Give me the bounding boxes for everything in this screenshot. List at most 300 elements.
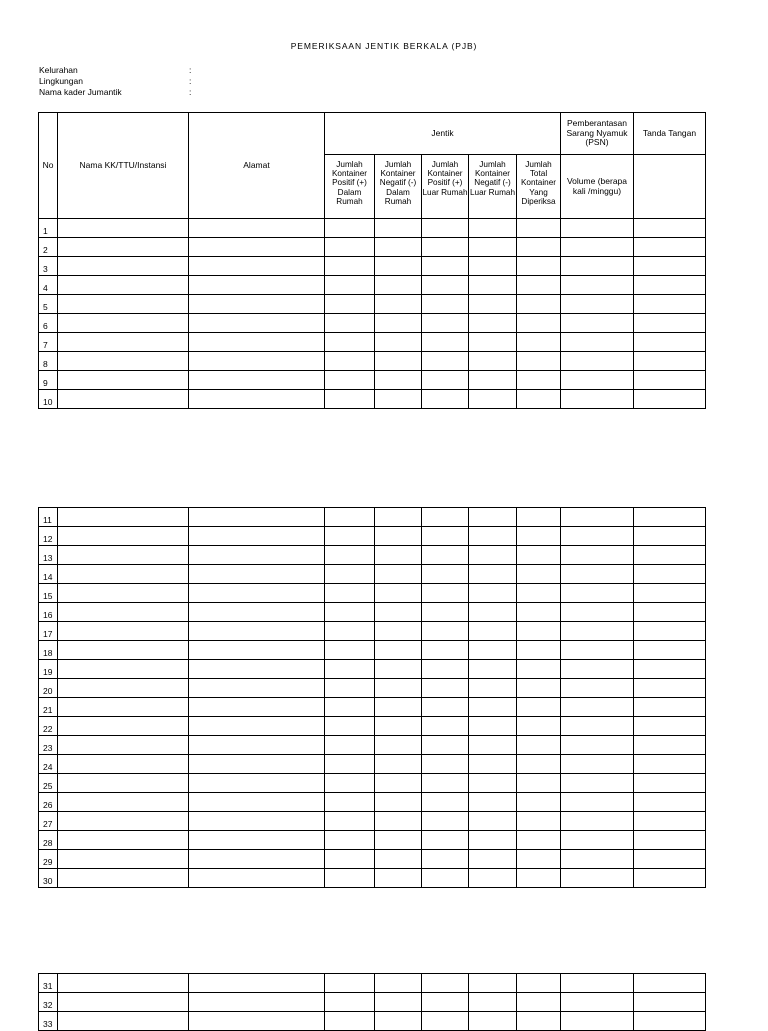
empty-cell[interactable] (561, 993, 634, 1012)
empty-cell[interactable] (469, 736, 517, 755)
empty-cell[interactable] (422, 717, 469, 736)
empty-cell[interactable] (422, 812, 469, 831)
empty-cell[interactable] (517, 371, 561, 390)
empty-cell[interactable] (422, 679, 469, 698)
empty-cell[interactable] (634, 508, 706, 527)
empty-cell[interactable] (517, 219, 561, 238)
empty-cell[interactable] (325, 219, 375, 238)
empty-cell[interactable] (58, 314, 189, 333)
empty-cell[interactable] (422, 869, 469, 888)
empty-cell[interactable] (634, 219, 706, 238)
empty-cell[interactable] (189, 831, 325, 850)
empty-cell[interactable] (325, 314, 375, 333)
empty-cell[interactable] (375, 974, 422, 993)
empty-cell[interactable] (634, 584, 706, 603)
empty-cell[interactable] (561, 850, 634, 869)
empty-cell[interactable] (561, 660, 634, 679)
empty-cell[interactable] (325, 1012, 375, 1031)
empty-cell[interactable] (422, 352, 469, 371)
empty-cell[interactable] (325, 295, 375, 314)
empty-cell[interactable] (634, 238, 706, 257)
empty-cell[interactable] (58, 755, 189, 774)
empty-cell[interactable] (469, 1012, 517, 1031)
empty-cell[interactable] (58, 219, 189, 238)
empty-cell[interactable] (325, 717, 375, 736)
empty-cell[interactable] (422, 622, 469, 641)
empty-cell[interactable] (634, 276, 706, 295)
empty-cell[interactable] (422, 219, 469, 238)
empty-cell[interactable] (189, 603, 325, 622)
empty-cell[interactable] (58, 993, 189, 1012)
empty-cell[interactable] (189, 508, 325, 527)
empty-cell[interactable] (634, 812, 706, 831)
empty-cell[interactable] (375, 641, 422, 660)
empty-cell[interactable] (375, 993, 422, 1012)
empty-cell[interactable] (325, 850, 375, 869)
empty-cell[interactable] (561, 314, 634, 333)
empty-cell[interactable] (517, 390, 561, 409)
empty-cell[interactable] (325, 276, 375, 295)
empty-cell[interactable] (469, 622, 517, 641)
empty-cell[interactable] (325, 974, 375, 993)
empty-cell[interactable] (422, 276, 469, 295)
empty-cell[interactable] (517, 736, 561, 755)
empty-cell[interactable] (189, 993, 325, 1012)
empty-cell[interactable] (634, 679, 706, 698)
empty-cell[interactable] (634, 546, 706, 565)
empty-cell[interactable] (561, 698, 634, 717)
empty-cell[interactable] (469, 869, 517, 888)
empty-cell[interactable] (325, 352, 375, 371)
empty-cell[interactable] (634, 390, 706, 409)
empty-cell[interactable] (422, 698, 469, 717)
empty-cell[interactable] (325, 774, 375, 793)
empty-cell[interactable] (634, 622, 706, 641)
empty-cell[interactable] (561, 603, 634, 622)
empty-cell[interactable] (469, 238, 517, 257)
empty-cell[interactable] (325, 869, 375, 888)
empty-cell[interactable] (189, 371, 325, 390)
empty-cell[interactable] (325, 508, 375, 527)
empty-cell[interactable] (561, 812, 634, 831)
empty-cell[interactable] (517, 793, 561, 812)
empty-cell[interactable] (517, 812, 561, 831)
empty-cell[interactable] (422, 546, 469, 565)
empty-cell[interactable] (469, 660, 517, 679)
empty-cell[interactable] (422, 660, 469, 679)
empty-cell[interactable] (189, 584, 325, 603)
empty-cell[interactable] (561, 641, 634, 660)
empty-cell[interactable] (375, 660, 422, 679)
empty-cell[interactable] (517, 831, 561, 850)
empty-cell[interactable] (469, 793, 517, 812)
empty-cell[interactable] (189, 774, 325, 793)
empty-cell[interactable] (189, 660, 325, 679)
empty-cell[interactable] (517, 508, 561, 527)
empty-cell[interactable] (375, 508, 422, 527)
empty-cell[interactable] (469, 527, 517, 546)
empty-cell[interactable] (469, 717, 517, 736)
empty-cell[interactable] (469, 371, 517, 390)
empty-cell[interactable] (58, 1012, 189, 1031)
empty-cell[interactable] (469, 584, 517, 603)
empty-cell[interactable] (634, 717, 706, 736)
empty-cell[interactable] (634, 314, 706, 333)
empty-cell[interactable] (469, 508, 517, 527)
empty-cell[interactable] (469, 546, 517, 565)
empty-cell[interactable] (325, 993, 375, 1012)
empty-cell[interactable] (325, 736, 375, 755)
empty-cell[interactable] (634, 1012, 706, 1031)
empty-cell[interactable] (58, 850, 189, 869)
empty-cell[interactable] (189, 527, 325, 546)
empty-cell[interactable] (422, 850, 469, 869)
empty-cell[interactable] (634, 333, 706, 352)
empty-cell[interactable] (58, 276, 189, 295)
empty-cell[interactable] (189, 698, 325, 717)
empty-cell[interactable] (58, 831, 189, 850)
empty-cell[interactable] (517, 238, 561, 257)
empty-cell[interactable] (58, 584, 189, 603)
empty-cell[interactable] (517, 622, 561, 641)
empty-cell[interactable] (561, 257, 634, 276)
empty-cell[interactable] (561, 622, 634, 641)
empty-cell[interactable] (561, 565, 634, 584)
empty-cell[interactable] (422, 603, 469, 622)
empty-cell[interactable] (634, 869, 706, 888)
empty-cell[interactable] (58, 679, 189, 698)
empty-cell[interactable] (469, 755, 517, 774)
empty-cell[interactable] (375, 295, 422, 314)
empty-cell[interactable] (561, 508, 634, 527)
empty-cell[interactable] (325, 831, 375, 850)
empty-cell[interactable] (469, 295, 517, 314)
empty-cell[interactable] (375, 565, 422, 584)
empty-cell[interactable] (469, 219, 517, 238)
empty-cell[interactable] (189, 717, 325, 736)
empty-cell[interactable] (634, 698, 706, 717)
empty-cell[interactable] (561, 869, 634, 888)
empty-cell[interactable] (375, 352, 422, 371)
empty-cell[interactable] (517, 850, 561, 869)
empty-cell[interactable] (325, 371, 375, 390)
empty-cell[interactable] (58, 793, 189, 812)
empty-cell[interactable] (469, 850, 517, 869)
empty-cell[interactable] (189, 238, 325, 257)
empty-cell[interactable] (517, 993, 561, 1012)
empty-cell[interactable] (517, 869, 561, 888)
empty-cell[interactable] (469, 698, 517, 717)
empty-cell[interactable] (325, 584, 375, 603)
empty-cell[interactable] (58, 238, 189, 257)
empty-cell[interactable] (561, 774, 634, 793)
empty-cell[interactable] (422, 508, 469, 527)
empty-cell[interactable] (422, 390, 469, 409)
empty-cell[interactable] (561, 793, 634, 812)
empty-cell[interactable] (189, 641, 325, 660)
empty-cell[interactable] (469, 352, 517, 371)
empty-cell[interactable] (58, 257, 189, 276)
row-number: 3 (39, 257, 58, 276)
empty-cell[interactable] (517, 660, 561, 679)
empty-cell[interactable] (375, 527, 422, 546)
empty-cell[interactable] (58, 371, 189, 390)
empty-cell[interactable] (517, 641, 561, 660)
empty-cell[interactable] (561, 219, 634, 238)
empty-cell[interactable] (561, 974, 634, 993)
empty-cell[interactable] (517, 295, 561, 314)
empty-cell[interactable] (325, 641, 375, 660)
empty-cell[interactable] (58, 546, 189, 565)
empty-cell[interactable] (634, 850, 706, 869)
empty-cell[interactable] (189, 333, 325, 352)
empty-cell[interactable] (561, 238, 634, 257)
empty-cell[interactable] (375, 774, 422, 793)
empty-cell[interactable] (189, 736, 325, 755)
empty-cell[interactable] (517, 352, 561, 371)
empty-cell[interactable] (634, 565, 706, 584)
empty-cell[interactable] (517, 314, 561, 333)
empty-cell[interactable] (325, 546, 375, 565)
empty-cell[interactable] (189, 1012, 325, 1031)
empty-cell[interactable] (58, 603, 189, 622)
empty-cell[interactable] (634, 755, 706, 774)
empty-cell[interactable] (375, 603, 422, 622)
empty-cell[interactable] (189, 622, 325, 641)
empty-cell[interactable] (375, 371, 422, 390)
empty-cell[interactable] (517, 698, 561, 717)
empty-cell[interactable] (517, 755, 561, 774)
empty-cell[interactable] (561, 546, 634, 565)
empty-cell[interactable] (325, 622, 375, 641)
empty-cell[interactable] (517, 257, 561, 276)
empty-cell[interactable] (634, 660, 706, 679)
empty-cell[interactable] (634, 295, 706, 314)
empty-cell[interactable] (422, 584, 469, 603)
empty-cell[interactable] (189, 974, 325, 993)
empty-cell[interactable] (469, 276, 517, 295)
empty-cell[interactable] (325, 660, 375, 679)
empty-cell[interactable] (469, 565, 517, 584)
empty-cell[interactable] (469, 812, 517, 831)
empty-cell[interactable] (561, 831, 634, 850)
empty-cell[interactable] (375, 679, 422, 698)
empty-cell[interactable] (189, 314, 325, 333)
empty-cell[interactable] (422, 736, 469, 755)
empty-cell[interactable] (325, 755, 375, 774)
empty-cell[interactable] (469, 993, 517, 1012)
empty-cell[interactable] (422, 333, 469, 352)
empty-cell[interactable] (375, 238, 422, 257)
empty-cell[interactable] (58, 508, 189, 527)
empty-cell[interactable] (375, 219, 422, 238)
empty-cell[interactable] (58, 974, 189, 993)
empty-cell[interactable] (422, 774, 469, 793)
empty-cell[interactable] (561, 527, 634, 546)
empty-cell[interactable] (189, 276, 325, 295)
empty-cell[interactable] (58, 717, 189, 736)
empty-cell[interactable] (375, 850, 422, 869)
empty-cell[interactable] (634, 974, 706, 993)
empty-cell[interactable] (375, 257, 422, 276)
empty-cell[interactable] (422, 993, 469, 1012)
empty-cell[interactable] (422, 295, 469, 314)
empty-cell[interactable] (561, 1012, 634, 1031)
empty-cell[interactable] (58, 565, 189, 584)
empty-cell[interactable] (325, 793, 375, 812)
empty-cell[interactable] (561, 736, 634, 755)
empty-cell[interactable] (422, 793, 469, 812)
empty-cell[interactable] (517, 774, 561, 793)
empty-cell[interactable] (422, 527, 469, 546)
empty-cell[interactable] (422, 641, 469, 660)
empty-cell[interactable] (422, 565, 469, 584)
empty-cell[interactable] (469, 603, 517, 622)
empty-cell[interactable] (375, 698, 422, 717)
empty-cell[interactable] (58, 622, 189, 641)
empty-cell[interactable] (634, 831, 706, 850)
empty-cell[interactable] (375, 584, 422, 603)
empty-cell[interactable] (375, 546, 422, 565)
empty-cell[interactable] (517, 546, 561, 565)
empty-cell[interactable] (58, 869, 189, 888)
empty-cell[interactable] (561, 679, 634, 698)
empty-cell[interactable] (58, 333, 189, 352)
empty-cell[interactable] (325, 698, 375, 717)
empty-cell[interactable] (561, 352, 634, 371)
empty-cell[interactable] (58, 736, 189, 755)
empty-cell[interactable] (189, 257, 325, 276)
empty-cell[interactable] (375, 869, 422, 888)
empty-cell[interactable] (189, 793, 325, 812)
empty-cell[interactable] (325, 679, 375, 698)
empty-cell[interactable] (58, 812, 189, 831)
empty-cell[interactable] (189, 295, 325, 314)
empty-cell[interactable] (325, 565, 375, 584)
empty-cell[interactable] (561, 276, 634, 295)
empty-cell[interactable] (517, 974, 561, 993)
empty-cell[interactable] (189, 812, 325, 831)
empty-cell[interactable] (325, 527, 375, 546)
empty-cell[interactable] (634, 603, 706, 622)
empty-cell[interactable] (634, 993, 706, 1012)
empty-cell[interactable] (58, 295, 189, 314)
empty-cell[interactable] (58, 390, 189, 409)
empty-cell[interactable] (517, 603, 561, 622)
empty-cell[interactable] (469, 974, 517, 993)
empty-cell[interactable] (325, 390, 375, 409)
empty-cell[interactable] (375, 755, 422, 774)
empty-cell[interactable] (634, 793, 706, 812)
empty-cell[interactable] (375, 333, 422, 352)
empty-cell[interactable] (422, 831, 469, 850)
empty-cell[interactable] (58, 698, 189, 717)
empty-cell[interactable] (189, 219, 325, 238)
empty-cell[interactable] (561, 333, 634, 352)
empty-cell[interactable] (422, 314, 469, 333)
empty-cell[interactable] (422, 257, 469, 276)
empty-cell[interactable] (517, 679, 561, 698)
empty-cell[interactable] (517, 333, 561, 352)
empty-cell[interactable] (517, 1012, 561, 1031)
empty-cell[interactable] (561, 371, 634, 390)
empty-cell[interactable] (422, 755, 469, 774)
empty-cell[interactable] (375, 314, 422, 333)
empty-cell[interactable] (634, 736, 706, 755)
empty-cell[interactable] (561, 584, 634, 603)
empty-cell[interactable] (325, 238, 375, 257)
empty-cell[interactable] (469, 314, 517, 333)
empty-cell[interactable] (517, 527, 561, 546)
empty-cell[interactable] (375, 276, 422, 295)
empty-cell[interactable] (517, 276, 561, 295)
empty-cell[interactable] (634, 371, 706, 390)
empty-cell[interactable] (561, 717, 634, 736)
empty-cell[interactable] (469, 679, 517, 698)
empty-cell[interactable] (517, 565, 561, 584)
empty-cell[interactable] (517, 717, 561, 736)
empty-cell[interactable] (189, 679, 325, 698)
empty-cell[interactable] (189, 850, 325, 869)
empty-cell[interactable] (634, 352, 706, 371)
empty-cell[interactable] (375, 717, 422, 736)
pjb-table-page2 (38, 507, 706, 888)
empty-cell[interactable] (634, 257, 706, 276)
empty-cell[interactable] (325, 333, 375, 352)
empty-cell[interactable] (634, 774, 706, 793)
empty-cell[interactable] (58, 527, 189, 546)
empty-cell[interactable] (375, 831, 422, 850)
empty-cell[interactable] (561, 390, 634, 409)
empty-cell[interactable] (469, 831, 517, 850)
empty-cell[interactable] (375, 622, 422, 641)
empty-cell[interactable] (189, 352, 325, 371)
empty-cell[interactable] (189, 390, 325, 409)
empty-cell[interactable] (189, 755, 325, 774)
empty-cell[interactable] (375, 736, 422, 755)
empty-cell[interactable] (469, 641, 517, 660)
empty-cell[interactable] (517, 584, 561, 603)
empty-cell[interactable] (469, 390, 517, 409)
empty-cell[interactable] (58, 641, 189, 660)
empty-cell[interactable] (325, 603, 375, 622)
empty-cell[interactable] (189, 869, 325, 888)
empty-cell[interactable] (469, 257, 517, 276)
empty-cell[interactable] (561, 755, 634, 774)
empty-cell[interactable] (422, 238, 469, 257)
empty-cell[interactable] (375, 793, 422, 812)
empty-cell[interactable] (634, 527, 706, 546)
empty-cell[interactable] (189, 565, 325, 584)
empty-cell[interactable] (634, 641, 706, 660)
empty-cell[interactable] (58, 774, 189, 793)
empty-cell[interactable] (58, 660, 189, 679)
empty-cell[interactable] (469, 333, 517, 352)
empty-cell[interactable] (325, 257, 375, 276)
empty-cell[interactable] (422, 974, 469, 993)
empty-cell[interactable] (325, 812, 375, 831)
table-row (39, 546, 706, 565)
empty-cell[interactable] (375, 390, 422, 409)
empty-cell[interactable] (469, 774, 517, 793)
empty-cell[interactable] (422, 371, 469, 390)
empty-cell[interactable] (375, 812, 422, 831)
empty-cell[interactable] (561, 295, 634, 314)
empty-cell[interactable] (58, 352, 189, 371)
empty-cell[interactable] (422, 1012, 469, 1031)
empty-cell[interactable] (375, 1012, 422, 1031)
empty-cell[interactable] (189, 546, 325, 565)
